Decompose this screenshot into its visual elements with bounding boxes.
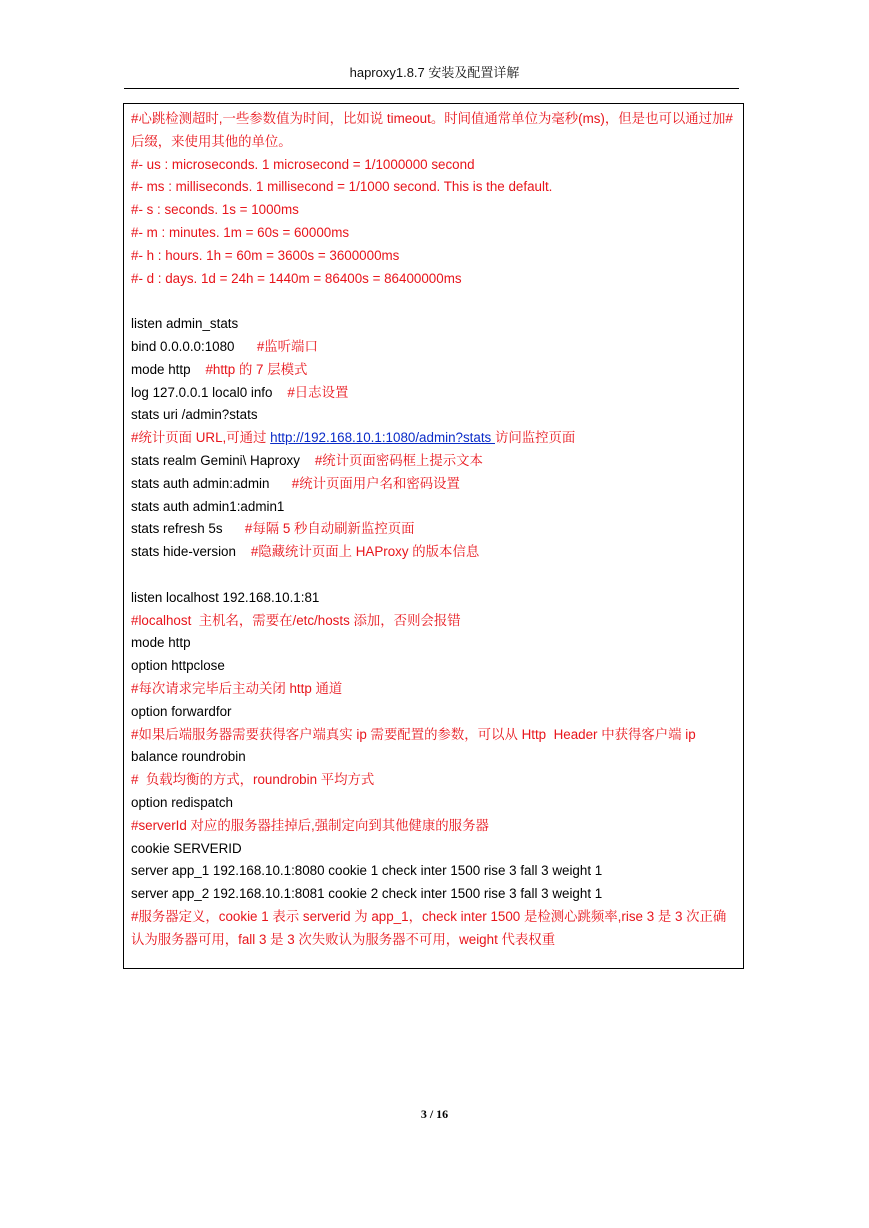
code-stats-uri: stats uri /admin?stats [131, 407, 258, 423]
comment-timeout-units: #心跳检测超时,一些参数值为时间，比如说 timeout。时间值通常单位为毫秒(ms)，但是也可以通过加#后缀，来使用其他的单位。 [131, 111, 733, 149]
code-option-httpclose: option httpclose [131, 658, 225, 674]
comment-us: #- us : microseconds. 1 microsecond = 1/1000000 second [131, 156, 475, 172]
code-bind [131, 336, 737, 359]
code-cookie: cookie SERVERID [131, 840, 242, 856]
comment-stats-url [131, 427, 737, 450]
comment-ms: #- ms : milliseconds. 1 millisecond = 1/1000 second. This is the default. [131, 179, 553, 195]
inline-comment: #每隔 5 秒自动刷新监控页面 [244, 521, 415, 537]
comment-localhost: #localhost 主机名，需要在/etc/hosts 添加，否则会报错 [131, 612, 461, 628]
code-text: log 127.0.0.1 local0 info [131, 384, 288, 400]
comment-h: #- h : hours. 1h = 60m = 3600s = 3600000ms [131, 247, 400, 263]
inline-comment: #监听端口 [256, 338, 318, 354]
code-text: stats refresh 5s [131, 521, 245, 537]
code-stats-hide-version [131, 541, 737, 564]
comment-forwardfor: #如果后端服务器需要获得客户端真实 ip 需要配置的参数，可以从 Http Header 中获得客户端 ip [131, 726, 696, 742]
code-option-redispatch: option redispatch [131, 794, 233, 810]
code-listen-localhost: listen localhost 192.168.10.1:81 [131, 589, 320, 605]
blank-line [131, 564, 737, 587]
code-text: stats auth admin:admin [131, 475, 292, 491]
code-option-forwardfor: option forwardfor [131, 703, 232, 719]
code-balance: balance roundrobin [131, 749, 246, 765]
code-stats-auth-2: stats auth admin1:admin1 [131, 498, 285, 514]
code-text: stats realm Gemini\ Haproxy [131, 452, 315, 468]
inline-comment: #隐藏统计页面上 HAProxy 的版本信息 [250, 544, 480, 560]
comment-s: #- s : seconds. 1s = 1000ms [131, 202, 299, 218]
comment-server-definition: #服务器定义，cookie 1 表示 serverid 为 app_1，check inter 1500 是检测心跳频率,rise 3 是 3 次正确认为服务器可用，fall 3 是 3 次失败认为服务器不可用，weight 代表权重 [131, 908, 727, 947]
config-code-box [123, 103, 744, 969]
comment-redispatch: #serverId 对应的服务器挂掉后,强制定向到其他健康的服务器 [131, 817, 489, 833]
code-text: stats hide-version [131, 544, 251, 560]
code-text: bind 0.0.0.0:1080 [131, 338, 257, 354]
comment-text: #统计页面 URL,可通过 [131, 430, 271, 446]
inline-comment: #日志设置 [287, 384, 349, 400]
comment-text: 访问监控页面 [494, 430, 576, 446]
comment-balance: # 负载均衡的方式，roundrobin 平均方式 [131, 772, 375, 788]
code-server-app1: server app_1 192.168.10.1:8080 cookie 1 check inter 1500 rise 3 fall 3 weight 1 [131, 863, 603, 879]
comment-d: #- d : days. 1d = 24h = 1440m = 86400s = 86400000ms [131, 270, 462, 286]
code-listen-admin-stats: listen admin_stats [131, 316, 239, 332]
comment-m: #- m : minutes. 1m = 60s = 60000ms [131, 224, 350, 240]
stats-url-link[interactable]: http://192.168.10.1:1080/admin?stats [270, 430, 495, 446]
code-log [131, 382, 737, 405]
header-divider [124, 88, 739, 89]
code-stats-auth [131, 473, 737, 496]
code-text: mode http [131, 361, 206, 377]
code-mode-http [131, 359, 737, 382]
inline-comment: #统计页面用户名和密码设置 [291, 475, 460, 491]
code-stats-refresh [131, 518, 737, 541]
code-mode-http-2: mode http [131, 635, 191, 651]
document-header-title: haproxy1.8.7 安装及配置详解 [349, 65, 520, 80]
inline-comment: #http 的 7 层模式 [205, 361, 308, 377]
inline-comment: #统计页面密码框上提示文本 [314, 452, 483, 468]
code-stats-realm [131, 450, 737, 473]
comment-httpclose: #每次请求完毕后主动关闭 http 通道 [131, 680, 343, 696]
blank-line [131, 290, 737, 313]
page-number: 3 / 16 [420, 1107, 449, 1121]
code-server-app2: server app_2 192.168.10.1:8081 cookie 2 check inter 1500 rise 3 fall 3 weight 1 [131, 886, 603, 902]
